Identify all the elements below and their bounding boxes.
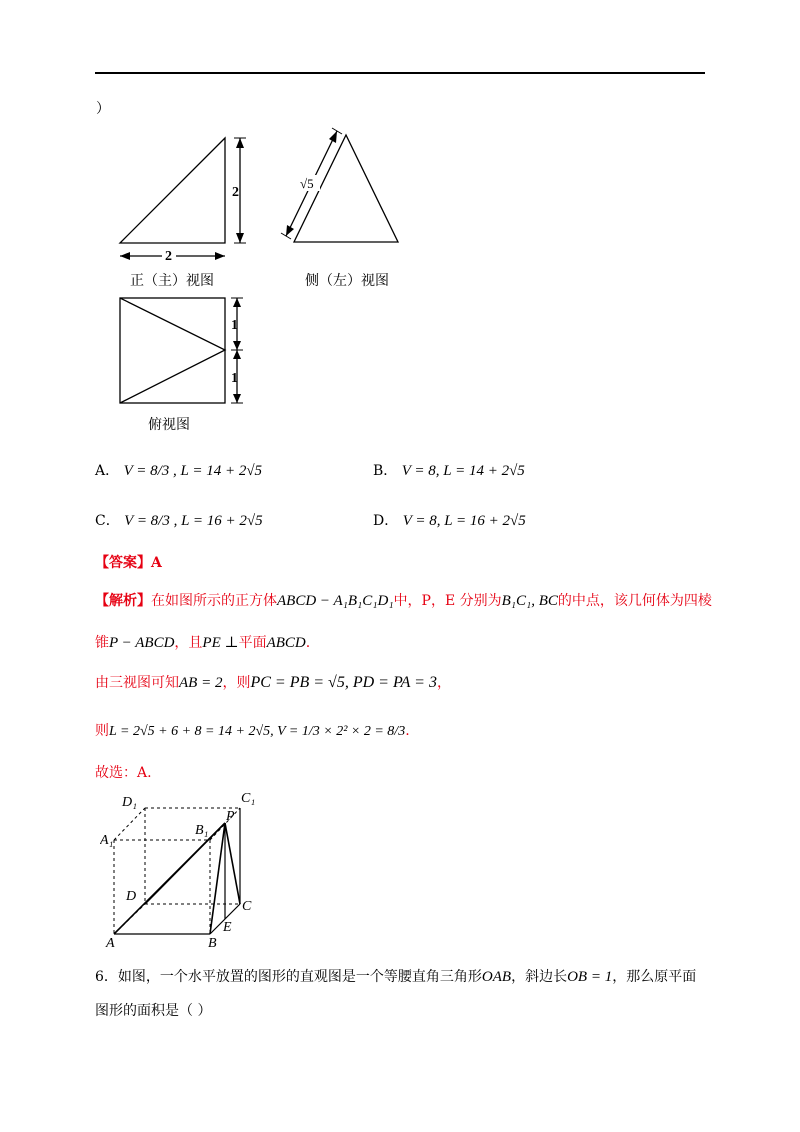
top-view-figure (110, 292, 250, 410)
analysis-text: ， (436, 675, 451, 691)
question-6-line-2: 图形的面积是（ ） (95, 1003, 212, 1019)
front-width-label: 2 (165, 249, 172, 263)
top-view-square (120, 298, 225, 403)
option-d-letter: D． (373, 513, 399, 529)
label-b1: B₁ (195, 823, 209, 838)
option-c-letter: C． (95, 513, 120, 529)
midpoint-edges-math: B₁C₁, BC (501, 593, 558, 609)
top-lower-label: 1 (231, 371, 238, 386)
hypotenuse-math: OB = 1 (567, 969, 613, 985)
perpendicular-math: PE ⊥ (202, 635, 239, 651)
top-view-caption: 俯视图 (148, 417, 190, 433)
analysis-line-3 (95, 672, 451, 692)
front-view-figure (110, 128, 260, 263)
option-b[interactable] (373, 460, 525, 480)
analysis-text: 的中点，该几何体为四棱 (557, 593, 712, 609)
analysis-text: 平面 (238, 635, 267, 651)
question-text: ，那么原平面 (612, 969, 697, 985)
label-e: E (223, 920, 232, 935)
analysis-text: 中，P，E 分别为 (393, 593, 502, 609)
analysis-text: 由三视图可知 (95, 675, 179, 691)
front-view-caption: 正（主）视图 (130, 273, 214, 289)
option-b-letter: B． (373, 463, 398, 479)
label-p: P (226, 809, 235, 824)
label-d1: D₁ (122, 795, 137, 810)
label-a: A (106, 936, 115, 950)
option-a[interactable] (95, 460, 262, 480)
top-upper-label: 1 (231, 318, 238, 333)
label-c1: C₁ (241, 791, 256, 806)
option-d[interactable] (373, 510, 526, 530)
front-view-triangle (120, 138, 225, 243)
question-6-line-1 (95, 966, 696, 986)
analysis-text: 则 (95, 723, 109, 739)
label-a1: A₁ (100, 833, 114, 848)
ab-length-math: AB = 2 (179, 675, 223, 691)
side-view-caption: 侧（左）视图 (305, 273, 389, 289)
question-text: ，斜边长 (511, 969, 568, 985)
analysis-text: . (405, 723, 410, 739)
header-rule (95, 72, 705, 74)
option-a-letter: A． (95, 463, 120, 479)
triangle-name-math: OAB (481, 969, 512, 985)
label-c: C (242, 899, 252, 914)
analysis-line-2 (95, 632, 310, 652)
front-height-label: 2 (232, 185, 239, 200)
option-c-expr: V = 8/3 , L = 16 + 2√5 (124, 513, 263, 529)
label-b: B (208, 936, 217, 950)
pyramid-math: P − ABCD (109, 635, 175, 651)
option-b-expr: V = 8, L = 14 + 2√5 (401, 463, 525, 479)
edge-lengths-math: PC = PB = √5, PD = PA = 3 (250, 674, 437, 691)
plane-math: ABCD (266, 635, 306, 651)
analysis-text: ，则 (222, 675, 251, 691)
answer-label: 【答案】A (95, 555, 162, 571)
analysis-text: . (305, 635, 311, 651)
side-edge-label: √5 (300, 176, 314, 191)
result-math: L = 2√5 + 6 + 8 = 14 + 2√5, V = 1/3 × 2² × 2 = 8/3 (109, 724, 406, 739)
cube-figure (100, 788, 280, 950)
question-text: 6．如图，一个水平放置的图形的直观图是一个等腰直角三角形 (95, 969, 482, 985)
analysis-choice: 故选：A. (95, 765, 152, 781)
option-a-expr: V = 8/3 , L = 14 + 2√5 (123, 463, 263, 479)
analysis-text: ，且 (174, 635, 203, 651)
option-d-expr: V = 8, L = 16 + 2√5 (402, 513, 526, 529)
analysis-line-1 (95, 590, 712, 610)
analysis-tag: 【解析】 (95, 593, 151, 609)
option-c[interactable] (95, 510, 263, 530)
side-view-figure (280, 125, 410, 250)
label-d: D (126, 889, 137, 904)
analysis-text: 在如图所示的正方体 (151, 593, 277, 609)
cube-name-math: ABCD − A₁B₁C₁D₁ (277, 593, 394, 609)
closing-paren: ） (96, 101, 110, 117)
analysis-text: 锥 (95, 635, 109, 651)
analysis-line-4 (95, 720, 410, 740)
